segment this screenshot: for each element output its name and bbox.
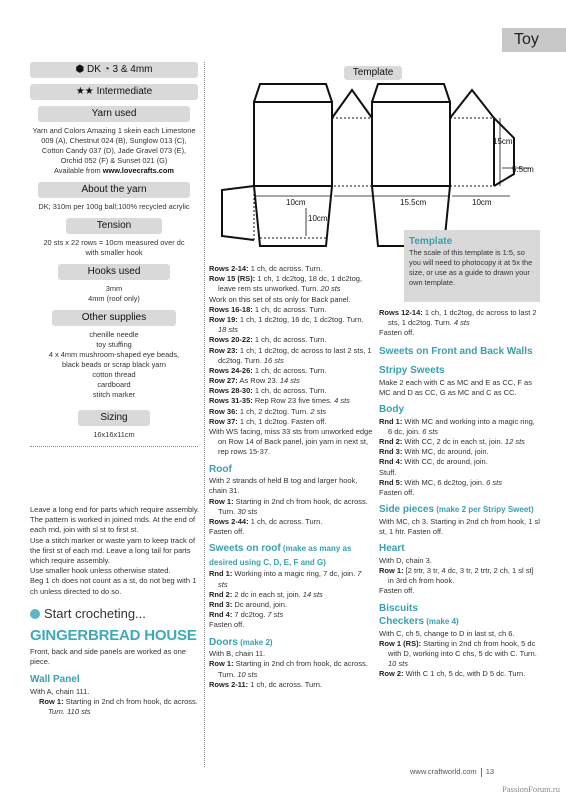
- stitch-count: 20 sts: [318, 284, 341, 294]
- row-label: Row 23:: [209, 345, 238, 355]
- template-note-box: [404, 230, 540, 302]
- instruction-row: [379, 457, 541, 467]
- row-text: Fasten off.: [379, 328, 415, 338]
- row-text: 1 ch, dc across. Turn.: [252, 365, 327, 375]
- supply-item: 4 x 4mm mushroom-shaped eye beads,: [48, 349, 180, 359]
- stitch-count: 30 sts: [235, 506, 258, 516]
- instruction-row: [209, 680, 373, 690]
- hook-size: 3 & 4mm: [112, 64, 153, 75]
- dimension-label: 10cm: [286, 198, 306, 207]
- yarn-used-heading: Yarn used: [38, 106, 190, 122]
- pattern-title: GINGERBREAD HOUSE: [30, 627, 197, 645]
- template-panel: [254, 102, 332, 186]
- instruction-row: Row 1: Starting in 2nd ch from hook, dc across. Turn. 110 sts: [39, 696, 198, 717]
- start-crocheting: Start crocheting...: [30, 605, 200, 623]
- instruction-row: [209, 610, 373, 620]
- row-label: Row 2:: [379, 669, 404, 679]
- doors-intro: With B, chain 11.: [209, 649, 266, 659]
- row-text: Work on this set of sts only for Back panel.: [209, 294, 351, 304]
- pattern-info-sidebar: [30, 62, 198, 447]
- row-label: Rows 31-35:: [209, 396, 253, 406]
- heart-heading-text: Heart: [379, 543, 405, 555]
- right-column: [379, 308, 541, 680]
- row-text: Fasten off.: [209, 527, 245, 537]
- side-pieces-heading-note: (make 2 per Stripy Sweet): [434, 505, 534, 515]
- instruction-row: [379, 328, 541, 338]
- side-text: With MC, ch 3. Starting in 2nd ch from hook, 1 sl st, 1 htr. Fasten off.: [379, 516, 540, 536]
- instruction-row: [209, 315, 373, 335]
- side-pieces-heading: [379, 503, 541, 517]
- instruction-row: [379, 417, 541, 437]
- heart-heading: [379, 542, 541, 556]
- sweets-roof-heading-text: Sweets on roof: [209, 543, 281, 555]
- lovecrafts-link[interactable]: www.lovecrafts.com: [102, 165, 174, 175]
- divider: [30, 446, 198, 447]
- checkers-heading-note: (make 4): [424, 617, 459, 627]
- supply-item: black beads or scrap black yarn: [62, 359, 166, 369]
- stitch-count: 10 sts: [388, 659, 409, 669]
- row-label: Rows 20-22:: [209, 335, 253, 345]
- row-text: 1 ch, 1 dc2tog, dc across to last 2 sts, 1 dc2tog. Turn.: [218, 345, 372, 365]
- instruction-row: [209, 407, 373, 417]
- dimension-label: 15cm: [493, 137, 513, 146]
- row-text: Fasten off.: [379, 586, 415, 596]
- row-label: Rows 2-14:: [209, 264, 249, 273]
- yarn-weight-pill: [30, 62, 198, 78]
- about-yarn-heading: About the yarn: [38, 182, 190, 198]
- instruction-row: [379, 437, 541, 447]
- row-label: Rnd 1:: [379, 416, 403, 426]
- row-text: Fasten off.: [379, 488, 415, 498]
- stitch-count: 12 sts: [502, 437, 525, 447]
- row-text: 1 ch, dc across. Turn.: [252, 335, 327, 345]
- doors-heading: [209, 636, 373, 650]
- instruction-row: [209, 517, 373, 527]
- instruction-row: [379, 478, 541, 488]
- supply-item: toy stuffing: [96, 339, 132, 349]
- row-text: 2 dc in each st, join.: [232, 589, 301, 599]
- stitch-count: 4 sts: [451, 318, 470, 328]
- stitch-count: 7 sts: [218, 569, 362, 589]
- row-label: Rows 16-18:: [209, 304, 253, 314]
- template-note-text: The scale of this template is 1:5, so you will need to photocopy it at 5x the size, or use as a guide to drawn your own template.: [409, 248, 533, 288]
- supply-item: chenille needle: [89, 329, 139, 339]
- instruction-row: [209, 335, 373, 345]
- supply-item: cardboard: [97, 379, 131, 389]
- sizing-heading: Sizing: [78, 410, 150, 426]
- row-text: 1 ch, dc across. Turn.: [248, 679, 322, 689]
- middle-column: [209, 264, 373, 690]
- instruction-row: [209, 396, 373, 406]
- row-text: 1 ch, 2 dc2tog. Turn.: [237, 406, 309, 416]
- template-title: Template: [344, 66, 402, 80]
- row-label: Rnd 4:: [209, 610, 233, 620]
- row-text: Rep Row 23 five times.: [252, 396, 332, 406]
- side-pieces-heading-text: Side pieces: [379, 504, 435, 516]
- supply-item: stitch marker: [92, 389, 136, 399]
- row-text: 1 ch, 1 dc2tog, 18 dc, 1 dc2tog, leave rem sts unworked. Turn.: [218, 274, 363, 294]
- note: Use a stitch marker or waste yarn to keep track of the first st of each rnd. Leave a long tail for parts which require assembly.: [30, 535, 196, 565]
- row-text: [2 trtr, 3 tr, 4 dc, 3 tr, 2 trtr, 2 ch, 1 sl st] in 3rd ch from hook.: [388, 565, 534, 586]
- stitch-count: 14 sts: [300, 589, 323, 599]
- checkers-heading-text: Checkers: [379, 616, 425, 628]
- row-text: 1 ch, dc across. Turn.: [248, 264, 323, 273]
- row-text: With MC, dc around, join.: [402, 447, 489, 457]
- doors-heading-note: (make 2): [237, 637, 273, 647]
- stitch-count: 6 sts: [420, 426, 439, 436]
- instruction-row: [209, 659, 373, 679]
- stripy-heading-text: Stripy Sweets: [379, 365, 445, 377]
- availability: Available from www.lovecrafts.com: [54, 165, 174, 175]
- row-label: Rows 28-30:: [209, 386, 253, 396]
- row-label: Rnd 2:: [379, 437, 403, 447]
- row-text: 1 ch, 1 dc2tog. Fasten off.: [237, 416, 327, 426]
- stripy-heading: [379, 364, 541, 378]
- supplies-heading: Other supplies: [52, 310, 176, 326]
- biscuits-heading-text: Biscuits: [379, 602, 418, 614]
- row-label: Rnd 5:: [379, 477, 403, 487]
- checkers-intro: With C, ch 5, change to D in last st, ch 6.: [379, 628, 515, 638]
- row-label: Rows 2-11:: [209, 679, 249, 689]
- row-text: Starting in 2nd ch from hook, dc across. Turn.: [218, 659, 368, 679]
- watermark-credit: PassionForum.ru: [502, 784, 560, 794]
- row-text: 7 dc2tog.: [232, 610, 266, 620]
- instruction-row: [209, 305, 373, 315]
- note: Beg 1 ch does not count as a st, do not beg with 1 ch unless directed to do so.: [30, 576, 197, 596]
- instruction-row: [209, 417, 373, 427]
- row-text: 1 ch, 1 dc2tog, 16 dc, 1 dc2tog. Turn.: [237, 314, 364, 324]
- yarn-weight: DK: [86, 64, 101, 75]
- roof-heading-text: Roof: [209, 463, 232, 475]
- row-text: Dc around, join.: [232, 600, 287, 610]
- body-heading-text: Body: [379, 404, 404, 416]
- row-text: As Row 23.: [237, 376, 278, 386]
- instruction-row: [379, 669, 541, 679]
- row-label: Rows 12-14:: [379, 308, 423, 317]
- stitch-count: 7 sts: [265, 610, 284, 620]
- left-column: [30, 505, 200, 717]
- footer-separator: [481, 768, 482, 777]
- sizing-text: 16x16x11cm: [93, 429, 135, 439]
- instruction-row: [209, 569, 373, 589]
- row-label: Rnd 4:: [379, 457, 403, 467]
- section-tab: Toy: [502, 28, 566, 52]
- row-text: With WS facing, miss 33 sts from unworked edge on Row 14 of Back panel, join yarn in next st, rep rows 15-37.: [209, 427, 373, 457]
- row-text: Stuff.: [379, 467, 397, 477]
- row-label: Rnd 1:: [209, 569, 233, 579]
- checkers-heading: [379, 615, 541, 629]
- stripy-text: Make 2 each with C as MC and E as CC, F as MC and D as CC, G as MC and C as CC.: [379, 377, 532, 397]
- sweets-roof-heading: [209, 542, 373, 569]
- row-text: With C 1 ch, 5 dc, with D 5 dc. Turn.: [403, 669, 526, 679]
- stitch-count: 6 sts: [484, 477, 502, 487]
- instruction-row: [209, 376, 373, 386]
- yarn-ball-icon: ⬢: [75, 64, 85, 75]
- note: Use smaller hook unless otherwise stated.: [30, 566, 171, 576]
- footer-site[interactable]: www.craftworld.com: [410, 767, 477, 776]
- roof-intro: With 2 strands of held B tog and larger hook, chain 31.: [209, 476, 358, 496]
- template-note-heading: Template: [409, 236, 453, 247]
- instruction-row: [379, 566, 541, 586]
- row-label: Row 37:: [209, 416, 238, 426]
- row-text: 1 ch, dc across. Turn.: [248, 516, 323, 526]
- wall-panel-heading: Wall Panel: [30, 674, 80, 686]
- stitch-count: 16 sts: [261, 355, 284, 365]
- doors-heading-text: Doors: [209, 636, 238, 648]
- instruction-row: [379, 586, 541, 596]
- instruction-row: [209, 497, 373, 517]
- instruction-row: [209, 620, 373, 630]
- row-text: 1 ch, 1 dc2tog, dc across to last 2 sts, 1 dc2tog. Turn.: [388, 308, 537, 328]
- walls-heading-text: Sweets on Front and Back Walls: [379, 345, 533, 357]
- bullet-dot-icon: [30, 609, 40, 619]
- instruction-row: [379, 308, 541, 328]
- instruction-row: [379, 468, 541, 478]
- roof-heading: [209, 463, 373, 477]
- instruction-row: [209, 386, 373, 396]
- row-label: Row 15 (RS):: [209, 274, 256, 284]
- hook-item: 4mm (roof only): [88, 293, 140, 303]
- dimension-label: 5.5cm: [512, 165, 534, 174]
- wall-line: With A, chain 111.: [30, 686, 90, 696]
- row-text: 1 ch, dc across. Turn.: [252, 386, 327, 396]
- row-text: Fasten off.: [209, 620, 245, 630]
- row-label: Row 1 (RS):: [379, 638, 422, 648]
- row-label: Row 1:: [379, 565, 404, 575]
- row-label: Rnd 3:: [209, 600, 233, 610]
- instruction-row: [209, 427, 373, 458]
- row-text: With MC and working into a magic ring, 6 dc, join.: [388, 416, 535, 436]
- page-number: 13: [485, 767, 495, 776]
- row-label: Row 27:: [209, 376, 238, 386]
- supply-item: cotton thread: [92, 369, 136, 379]
- row-text: Starting in 2nd ch from hook, 5 dc with D, working into C chs, 5 dc with C. Turn.: [388, 638, 537, 659]
- column-divider: [204, 62, 205, 767]
- instruction-row: [209, 264, 373, 274]
- walls-heading: [379, 345, 541, 359]
- tension-text: 20 sts x 22 rows = 10cm measured over dc with smaller hook: [43, 237, 185, 257]
- star-icon: ★★: [75, 86, 94, 97]
- biscuits-heading: [379, 602, 541, 616]
- level-pill: [30, 84, 198, 100]
- hook-icon: ◔: [103, 64, 110, 75]
- template-panel: [372, 102, 450, 186]
- row-text: With MC, 6 dc2tog, join.: [402, 477, 485, 487]
- yarn-used-text: Yarn and Colors Amazing 1 skein each Limestone 009 (A), Chestnut 024 (B), Sunglow 013 (C), Cotton Candy 037 (D), Jade Gravel 073 (E), Orchid 052 (F) & Sunset 021 (G): [32, 126, 196, 165]
- level-label: Intermediate: [96, 86, 153, 97]
- footer: [410, 767, 494, 777]
- instruction-row: [209, 527, 373, 537]
- stitch-count: 18 sts: [218, 325, 239, 335]
- body-heading: [379, 403, 541, 417]
- heart-intro: With D, chain 3.: [379, 555, 432, 565]
- instruction-row: [209, 295, 373, 305]
- row-text: Starting in 2nd ch from hook, dc across. Turn.: [218, 496, 368, 516]
- row-label: Rows 24-26:: [209, 365, 253, 375]
- tension-heading: Tension: [66, 218, 162, 234]
- stitch-count: 10 sts: [235, 669, 258, 679]
- instruction-row: [379, 447, 541, 457]
- stitch-count: 2 sts: [308, 406, 327, 416]
- row-label: Row 1:: [209, 496, 234, 506]
- sweets-roof-heading-note: (make as many as desired using C, D, E, F and G): [209, 544, 352, 567]
- instruction-row: [209, 274, 373, 294]
- hook-item: 3mm: [105, 283, 123, 293]
- row-text: With CC, 2 dc in each st, join.: [402, 437, 503, 447]
- row-text: 1 ch, dc across. Turn.: [252, 304, 327, 314]
- note: The pattern is worked in joined rnds. At the end of each rnd, join with sl st to first st.: [30, 515, 196, 535]
- row-label: Row 36:: [209, 406, 238, 416]
- instruction-row: [209, 346, 373, 366]
- hooks-heading: Hooks used: [58, 264, 170, 280]
- dimension-label: 10cm: [308, 214, 328, 223]
- note: Leave a long end for parts which require assembly.: [30, 505, 200, 514]
- row-text: With CC, dc around, join.: [402, 457, 488, 467]
- row-label: Rnd 3:: [379, 447, 403, 457]
- row-label: Rows 2-44:: [209, 516, 249, 526]
- row-text: Working into a magic ring, 7 dc, join.: [232, 569, 356, 579]
- dimension-label: 10cm: [472, 198, 492, 207]
- stitch-count: 14 sts: [277, 376, 300, 386]
- dimension-label: 15.5cm: [400, 198, 427, 207]
- row-label: Row 19:: [209, 314, 238, 324]
- instruction-row: [209, 600, 373, 610]
- instruction-row: [379, 488, 541, 498]
- instruction-row: [379, 639, 541, 670]
- row-label: Rnd 2:: [209, 589, 233, 599]
- row-label: Row 1:: [209, 659, 234, 669]
- instruction-row: [209, 590, 373, 600]
- stitch-count: 4 sts: [331, 396, 350, 406]
- about-yarn-text: DK; 310m per 100g ball;100% recycled acrylic: [38, 201, 190, 211]
- instruction-row: [209, 366, 373, 376]
- intro-text: Front, back and side panels are worked as one piece.: [30, 646, 186, 666]
